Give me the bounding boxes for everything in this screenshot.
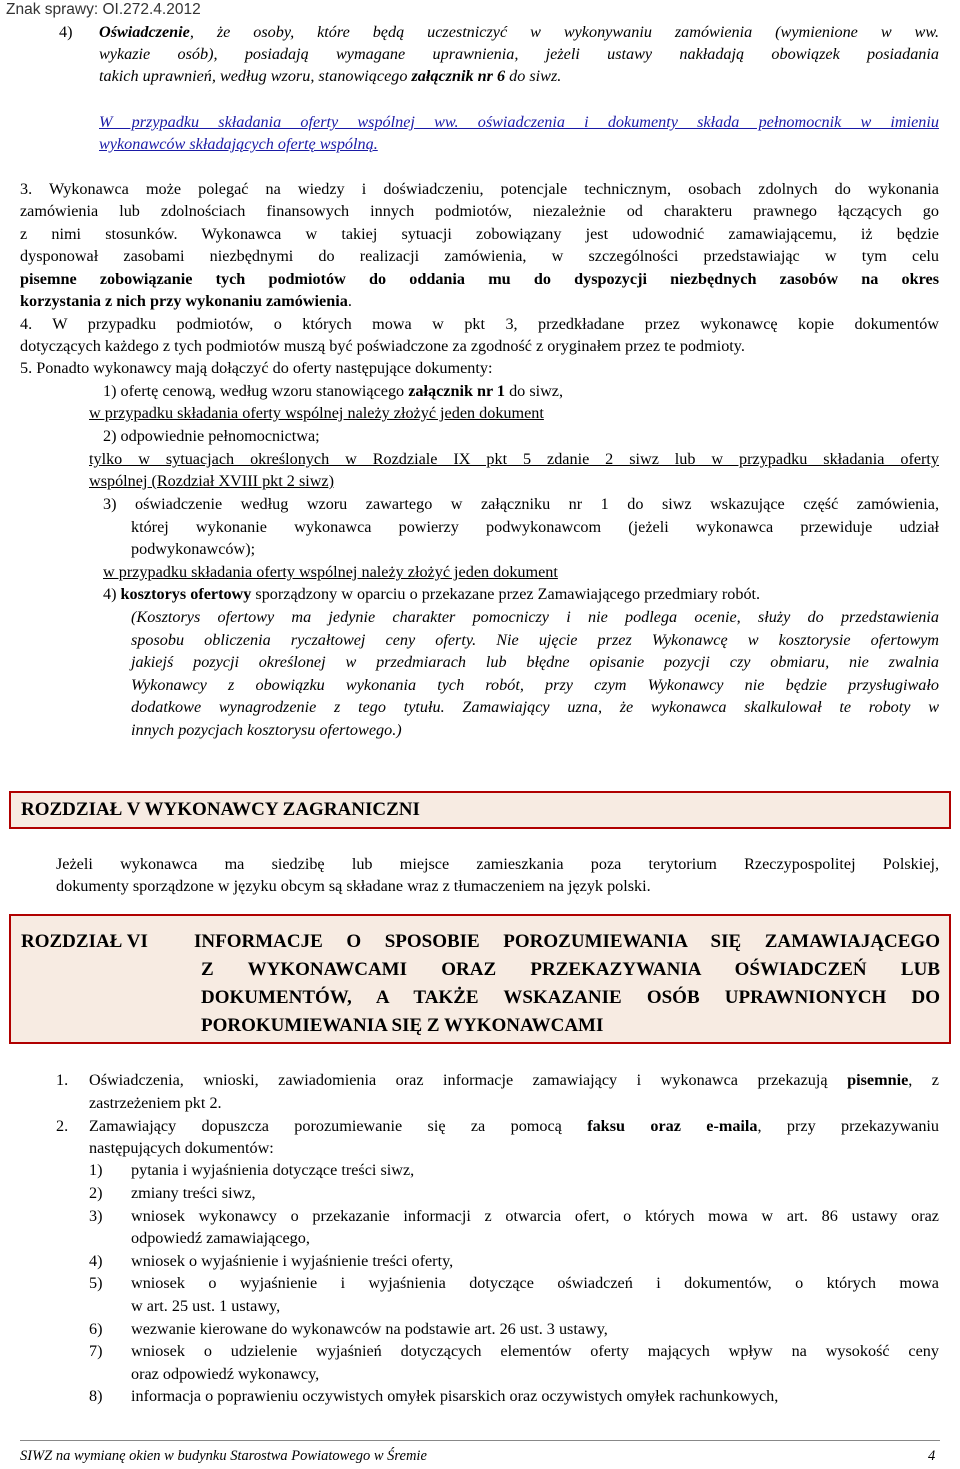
sub-item: wezwanie kierowane do wykonawców na podstawie art. 26 ust. 3 ustawy, (131, 1320, 608, 1338)
para-line (89, 1116, 939, 1136)
para-line: następujących dokumentów: (89, 1139, 274, 1157)
sub-number: 5) (89, 1274, 103, 1292)
bold-text: korzystania z nich przy wykonaniu zamówienia (20, 292, 348, 310)
sub-item: pytania i wyjaśnienia dotyczące treści siwz, (131, 1161, 415, 1179)
sub-item: w art. 25 ust. 1 ustawy, (131, 1297, 281, 1315)
para-line: 4. W przypadku podmiotów, o których mowa w pkt 3, przedkładane przez wykonawcę kopie dokumentów (20, 315, 939, 333)
footer-title: SIWZ na wymianę okien w budynku Starostwa Powiatowego w Śremie (20, 1448, 427, 1464)
item-line-text: do siwz. (505, 67, 562, 85)
page-number: 4 (928, 1448, 936, 1464)
sub-item: wniosek o wyjaśnienie i wyjaśnienia dotyczące oświadczeń i dokumentów, o których mowa (131, 1274, 939, 1292)
item-line: wykazie osób), posiadają wymagane uprawnienia, jeżeli ustawy nakładają obowiązek posiadania (99, 45, 939, 63)
para-text: , przy przekazywaniu (757, 1117, 940, 1135)
sub-number: 3) (89, 1207, 103, 1225)
list-number: 2. (56, 1117, 69, 1135)
para-line: z nimi stosunków. Wykonawca w takiej sytuacji zobowiązany jest udowodnić zamawiającemu, iż będzie (20, 225, 939, 243)
note-line: wykonawców składających ofertę wspólną. (99, 135, 378, 153)
chapter-6-title-line: Z WYKONAWCAMI ORAZ PRZEKAZYWANIA OŚWIADCZEŃ LUB (201, 959, 940, 980)
chapter-6-box (9, 914, 951, 1044)
italic-note-line: jakiejś pozycji określonej w przedmiarach lub błędne opisanie pozycji czy obmiaru, nie zwalnia (131, 653, 939, 671)
para-line: pisemne zobowiązanie tych podmiotów do oddania mu do dyspozycji niezbędnych zasobów na okres (20, 270, 939, 288)
underlined-note: wspólnej (Rozdział XVIII pkt 2 siwz) (89, 472, 335, 490)
bold-text: faksu oraz e-maila (587, 1117, 758, 1135)
sub-item: wniosek o wyjaśnienie i wyjaśnienie treści oferty, (131, 1252, 454, 1270)
italic-note-line: innych pozycjach kosztorysu ofertowego.) (131, 721, 402, 739)
item-line (99, 22, 939, 42)
list-number: 1. (56, 1071, 69, 1089)
italic-note-line: (Kosztorys ofertowy ma jedynie charakter pomocniczy i nie podlega ocenie, służy do przedstawienia (131, 608, 939, 626)
para-line: zastrzeżeniem pkt 2. (89, 1094, 222, 1112)
italic-note-line: Wykonawcy z obowiązku wykonania tych robót, przy czym Wykonawcy nie będzie przysługiwało (131, 676, 939, 694)
chapter-6-title-line: INFORMACJE O SPOSOBIE POROZUMIEWANIA SIĘ ZAMAWIAJĄCEGO (194, 931, 940, 952)
sub-number: 7) (89, 1342, 103, 1360)
italic-note-line: sposobu obliczenia ryczałtowej ceny oferty. Nie ujęcie przez Wykonawcę w kosztorysie ofertowym (131, 631, 939, 649)
item-line (99, 66, 561, 86)
declaration-word: Oświadczenie (99, 23, 190, 41)
sub-number: 4) (89, 1252, 103, 1270)
sub-item: wniosek wykonawcy o przekazanie informacji z otwarcia ofert, o których mowa w art. 86 ustawy oraz (131, 1207, 939, 1225)
para-text: Oświadczenia, wnioski, zawiadomienia oraz informacje zamawiający i wykonawca przekazują (89, 1071, 848, 1089)
para-line: dokumenty sporządzone w języku obcym są składane wraz z tłumaczeniem na język polski. (56, 877, 651, 895)
bold-text: pisemnie (847, 1071, 909, 1089)
footer-divider (20, 1440, 940, 1441)
sub-number: 8) (89, 1387, 103, 1405)
item-line-text: , że osoby, które będą uczestniczyć w wykonywaniu zamówienia (wymienione w ww. (189, 23, 939, 41)
sub-item: zmiany treści siwz, (131, 1184, 256, 1202)
underlined-note: tylko w sytuacjach określonych w Rozdziale IX pkt 5 zdanie 2 siwz lub w przypadku składania oferty (89, 450, 939, 468)
sub-item: oraz odpowiedź wykonawcy, (131, 1365, 320, 1383)
para-line: dotyczących każdego z tych podmiotów muszą być poświadczone za zgodność z oryginałem przez te podmioty. (20, 337, 745, 355)
para-line: zamówienia lub zdolnościach finansowych innych podmiotów, niezależnie od charakteru prawnego łączących go (20, 202, 939, 220)
chapter-5-box (9, 791, 951, 829)
para-text: Zamawiający dopuszcza porozumiewanie się za pomocą (89, 1117, 588, 1135)
sub-number: 2) (89, 1184, 103, 1202)
sub-number: 6) (89, 1320, 103, 1338)
para-text: , z (908, 1071, 939, 1089)
para-line (89, 1070, 939, 1090)
attachment-ref: załącznik nr 1 (408, 382, 506, 400)
underlined-note: w przypadku składania oferty wspólnej należy złożyć jeden dokument (89, 404, 544, 422)
case-reference: Znak sprawy: OI.272.4.2012 (6, 1, 201, 18)
list-item (103, 584, 760, 604)
attachment-ref: załącznik nr 6 (411, 67, 506, 85)
chapter-6-title-line: POROKUMIEWANIA SIĘ Z WYKONAWCAMI (201, 1015, 604, 1036)
list-item: 3) oświadczenie według wzoru zawartego w załączniku nr 1 do siwz wskazujące część zamówienia, (103, 495, 939, 513)
list-item: 2) odpowiednie pełnomocnictwa; (103, 427, 320, 445)
item-number: 4) (103, 585, 121, 603)
sub-item: odpowiedź zamawiającego, (131, 1229, 310, 1247)
item-text: sporządzony w oparciu o przekazane przez Zamawiającego przedmiary robót. (251, 585, 761, 603)
item-text: do siwz, (505, 382, 564, 400)
para-line: Jeżeli wykonawca ma siedzibę lub miejsce zamieszkania poza terytorium Rzeczypospolitej Polskiej, (56, 855, 939, 873)
para-line (20, 291, 352, 311)
sub-item: informacja o poprawieniu oczywistych omyłek pisarskich oraz oczywistych omyłek rachunkowych, (131, 1387, 779, 1405)
list-item-cont: podwykonawców); (131, 540, 256, 558)
para-line: 5. Ponadto wykonawcy mają dołączyć do oferty następujące dokumenty: (20, 359, 493, 377)
chapter-6-title-line: DOKUMENTÓW, A TAKŻE WSKAZANIE OSÓB UPRAWNIONYCH DO (201, 987, 940, 1008)
note-line: W przypadku składania oferty wspólnej ww. oświadczenia i dokumenty składa pełnomocnik w imieniu (99, 113, 939, 131)
para-line: 3. Wykonawca może polegać na wiedzy i doświadczeniu, potencjale technicznym, osobach zdolnych do wykonania (20, 180, 939, 198)
item-line-text: takich uprawnień, według wzoru, stanowiącego (99, 67, 412, 85)
sub-number: 1) (89, 1161, 103, 1179)
chapter-6-label: ROZDZIAŁ VI (21, 931, 148, 952)
bold-text: kosztorys ofertowy (120, 585, 252, 603)
item-number: 4) (59, 23, 73, 41)
sub-item: wniosek o udzielenie wyjaśnień dotyczących elementów oferty mających wpływ na wysokość ceny (131, 1342, 939, 1360)
italic-note-line: dodatkowe wynagrodzenie z tego tytułu. Zamawiający uzna, że wykonawca skalkulował te roboty w (131, 698, 939, 716)
underlined-note: w przypadku składania oferty wspólnej należy złożyć jeden dokument (103, 563, 558, 581)
list-item (103, 381, 563, 401)
chapter-5-title: ROZDZIAŁ V WYKONAWCY ZAGRANICZNI (21, 799, 420, 820)
para-text: . (347, 292, 352, 310)
list-item-cont: której wykonanie wykonawca powierzy podwykonawcom (jeżeli wykonawca przewiduje udział (131, 518, 939, 536)
item-text: 1) ofertę cenową, według wzoru stanowiącego (103, 382, 409, 400)
para-line: dysponował zasobami niezbędnymi do realizacji zamówienia, w szczególności przedstawiając w tym celu (20, 247, 939, 265)
